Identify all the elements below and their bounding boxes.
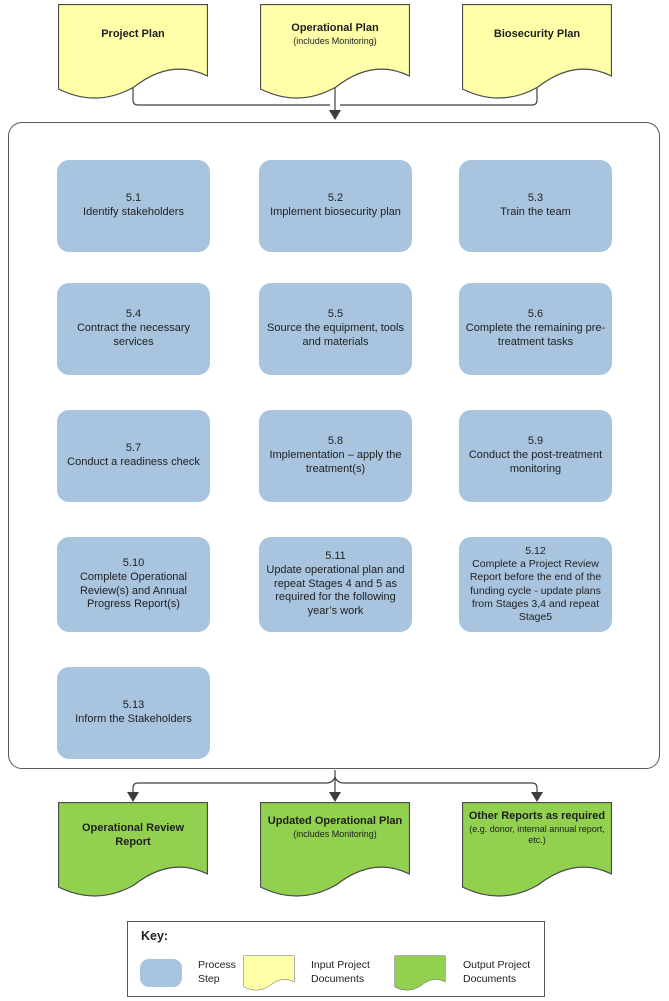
- key-input-document-icon: [243, 955, 295, 991]
- output-doc-operational-review-report: [58, 802, 208, 898]
- doc-title: Biosecurity Plan: [493, 28, 581, 40]
- input-doc-biosecurity-plan: [462, 4, 612, 100]
- step-label: Complete a Project Review Report before the end of the funding cycle - update plans from Stages 3,4 and repeat Stage5: [469, 558, 602, 623]
- doc-title: Updated Operational Plan: [267, 815, 403, 827]
- output-doc-other-reports: [462, 802, 612, 898]
- step-5-5: [259, 283, 412, 375]
- step-number: 5.2: [327, 192, 344, 205]
- step-5-10: [57, 537, 210, 632]
- step-5-9: [459, 410, 612, 502]
- doc-subtitle: (e.g. donor, internal annual report, etc.): [469, 823, 605, 846]
- step-5-2: [259, 160, 412, 252]
- step-5-6: [459, 283, 612, 375]
- step-label: Complete Operational Review(s) and Annual Progress Report(s): [79, 570, 187, 611]
- step-label: Implementation – apply the treatment(s): [269, 449, 402, 475]
- document-shape-icon: [462, 4, 612, 100]
- key-label-process-step: Process Step: [198, 959, 236, 986]
- step-5-11: [259, 537, 412, 632]
- step-number: 5.7: [125, 442, 142, 455]
- step-number: 5.13: [122, 699, 145, 712]
- step-label: Source the equipment, tools and materials: [267, 322, 404, 348]
- step-number: 5.6: [527, 308, 544, 321]
- key-process-step-swatch: [140, 959, 182, 987]
- step-5-13: [57, 667, 210, 759]
- step-label: Conduct a readiness check: [67, 456, 200, 468]
- doc-subtitle: (includes Monitoring): [293, 35, 377, 46]
- step-5-12: [459, 537, 612, 632]
- key-label-input-documents: Input Project Documents: [311, 959, 370, 986]
- doc-title: Operational Review Report: [81, 822, 185, 848]
- step-5-7: [57, 410, 210, 502]
- document-shape-icon: [58, 4, 208, 100]
- step-label: Complete the remaining pre-treatment tasks: [465, 322, 606, 348]
- step-number: 5.3: [527, 192, 544, 205]
- document-shape-icon: [58, 802, 208, 898]
- step-label: Train the team: [500, 206, 571, 218]
- step-label: Conduct the post-treatment monitoring: [468, 449, 603, 475]
- input-doc-project-plan: [58, 4, 208, 100]
- key-output-document-icon: [394, 955, 446, 991]
- doc-title: Other Reports as required: [468, 810, 606, 822]
- step-label: Update operational plan and repeat Stages 4 and 5 as required for the following year’s work: [266, 563, 405, 618]
- step-label: Implement biosecurity plan: [270, 206, 401, 218]
- doc-title: Project Plan: [101, 28, 165, 40]
- step-number: 5.10: [122, 557, 145, 569]
- key-title: Key:: [141, 929, 169, 943]
- key-box: [127, 921, 545, 997]
- step-number: 5.11: [325, 550, 346, 563]
- step-5-1: [57, 160, 210, 252]
- key-label-output-documents: Output Project Documents: [463, 959, 531, 986]
- step-number: 5.12: [525, 545, 546, 558]
- step-label: Contract the necessary services: [76, 322, 191, 348]
- step-number: 5.8: [327, 435, 344, 448]
- step-5-8: [259, 410, 412, 502]
- step-number: 5.1: [125, 192, 142, 205]
- step-label: Inform the Stakeholders: [75, 713, 192, 725]
- output-doc-updated-operational-plan: [260, 802, 410, 898]
- step-5-4: [57, 283, 210, 375]
- input-doc-operational-plan: [260, 4, 410, 100]
- step-5-3: [459, 160, 612, 252]
- step-number: 5.5: [327, 308, 344, 321]
- step-label: Identify stakeholders: [83, 206, 184, 218]
- document-shape-icon: [260, 4, 410, 100]
- step-number: 5.4: [125, 308, 142, 321]
- doc-subtitle: (includes Monitoring): [293, 828, 377, 839]
- doc-title: Operational Plan: [291, 22, 379, 34]
- step-number: 5.9: [527, 435, 544, 448]
